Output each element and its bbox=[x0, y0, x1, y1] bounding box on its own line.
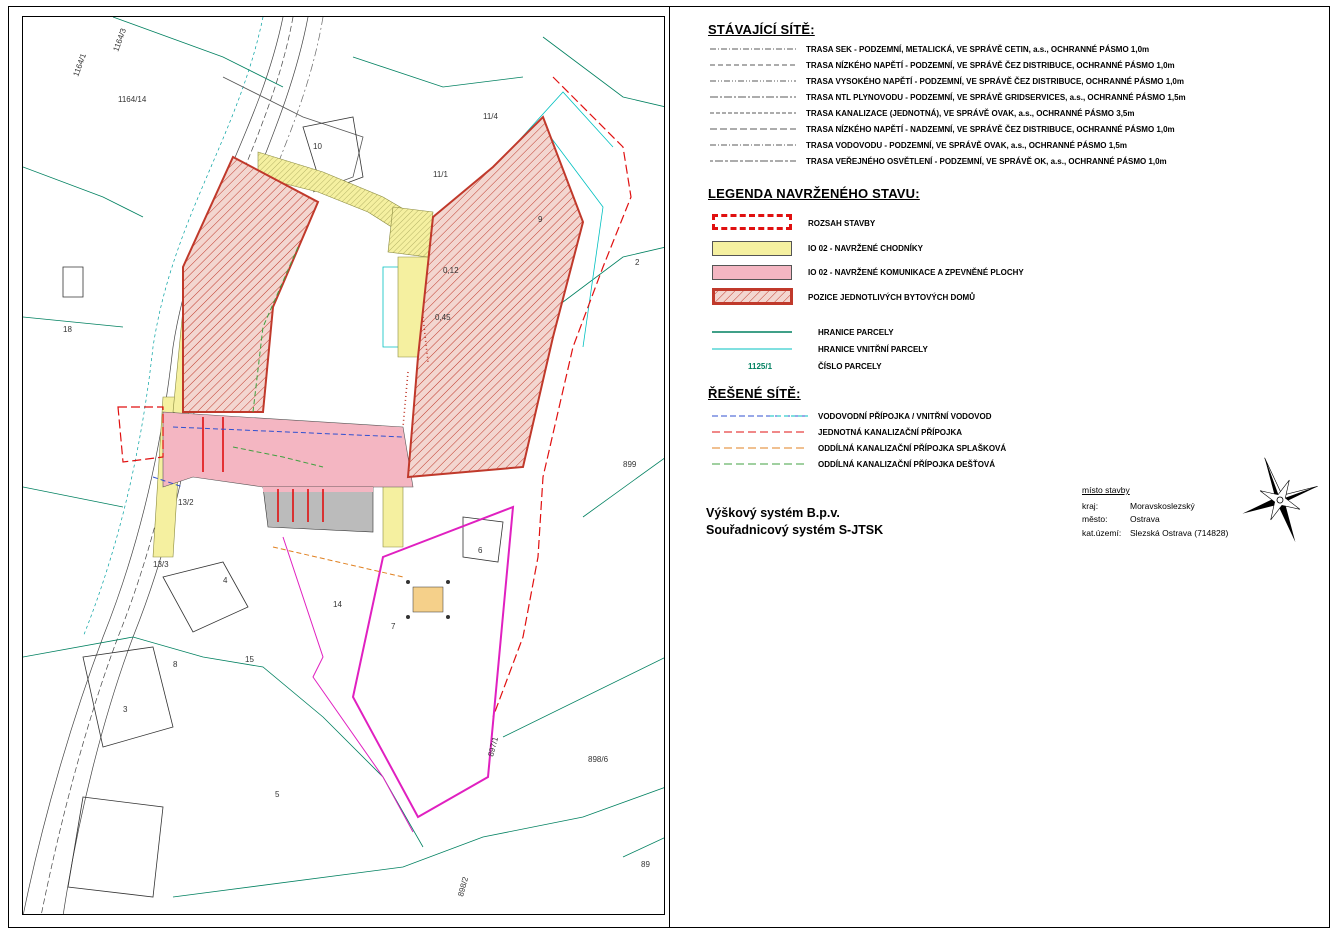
playground bbox=[406, 580, 450, 619]
svg-text:9: 9 bbox=[538, 215, 543, 224]
height-system: Výškový systém B.p.v. bbox=[706, 506, 840, 520]
location-mesto-value: Ostrava bbox=[1130, 514, 1160, 524]
svg-text:898/2: 898/2 bbox=[456, 875, 471, 898]
north-arrow-icon bbox=[1238, 452, 1322, 548]
existing-item-2: TRASA VYSOKÉHO NAPĚTÍ - PODZEMNÍ, VE SPRÁVĚ ČEZ DISTRIBUCE, OCHRANNÉ PÁSMO 1,0m bbox=[806, 77, 1184, 86]
svg-text:13/2: 13/2 bbox=[178, 498, 194, 507]
sheet-divider bbox=[669, 6, 670, 928]
swatch-houses bbox=[712, 288, 794, 306]
coordinate-system: Souřadnicový systém S-JTSK bbox=[706, 523, 884, 537]
solved-line-samples bbox=[710, 410, 810, 474]
proposed-item-2: IO 02 - NAVRŽENÉ KOMUNIKACE A ZPEVNĚNÉ PLOCHY bbox=[808, 268, 1024, 277]
existing-item-3: TRASA NTL PLYNOVODU - PODZEMNÍ, VE SPRÁVĚ GRIDSERVICES, a.s., OCHRANNÉ PÁSMO 1,5m bbox=[806, 93, 1186, 102]
existing-line-samples bbox=[708, 44, 798, 174]
svg-text:5: 5 bbox=[275, 790, 280, 799]
svg-text:1164/3: 1164/3 bbox=[111, 27, 129, 53]
svg-text:89: 89 bbox=[641, 860, 650, 869]
proposed-item-5: HRANICE VNITŘNÍ PARCELY bbox=[818, 345, 928, 354]
svg-text:1164/1: 1164/1 bbox=[71, 52, 89, 78]
svg-text:14: 14 bbox=[333, 600, 342, 609]
solved-item-1: JEDNOTNÁ KANALIZAČNÍ PŘÍPOJKA bbox=[818, 428, 963, 437]
solved-item-2: ODDÍLNÁ KANALIZAČNÍ PŘÍPOJKA SPLAŠKOVÁ bbox=[818, 444, 1007, 453]
location-mesto-key: město: bbox=[1082, 514, 1108, 524]
house-a bbox=[183, 157, 318, 412]
svg-text:13/3: 13/3 bbox=[153, 560, 169, 569]
svg-text:0,45: 0,45 bbox=[435, 313, 451, 322]
svg-text:7: 7 bbox=[391, 622, 396, 631]
proposed-item-0: ROZSAH STAVBY bbox=[808, 219, 876, 228]
solved-item-0: VODOVODNÍ PŘÍPOJKA / VNITŘNÍ VODOVOD bbox=[818, 412, 992, 421]
location-kraj-value: Moravskoslezský bbox=[1130, 501, 1195, 511]
location-kraj-key: kraj: bbox=[1082, 501, 1099, 511]
existing-item-0: TRASA SEK - PODZEMNÍ, METALICKÁ, VE SPRÁVĚ CETIN, a.s., OCHRANNÉ PÁSMO 1,0m bbox=[806, 45, 1150, 54]
svg-text:3: 3 bbox=[123, 705, 128, 714]
solved-item-3: ODDÍLNÁ KANALIZAČNÍ PŘÍPOJKA DEŠŤOVÁ bbox=[818, 460, 996, 469]
site-plan-map[interactable] bbox=[22, 16, 665, 915]
proposed-item-1: IO 02 - NAVRŽENÉ CHODNÍKY bbox=[808, 244, 923, 253]
proposed-item-4: HRANICE PARCELY bbox=[818, 328, 894, 337]
proposed-roads bbox=[163, 412, 413, 532]
svg-text:8: 8 bbox=[173, 660, 178, 669]
existing-item-1: TRASA NÍZKÉHO NAPĚTÍ - PODZEMNÍ, VE SPRÁVĚ ČEZ DISTRIBUCE, OCHRANNÉ PÁSMO 1,0m bbox=[806, 61, 1175, 70]
svg-text:11/1: 11/1 bbox=[433, 170, 448, 179]
location-uzemi-key: kat.území: bbox=[1082, 528, 1122, 538]
proposed-item-3: POZICE JEDNOTLIVÝCH BYTOVÝCH DOMŮ bbox=[808, 293, 975, 302]
existing-item-7: TRASA VEŘEJNÉHO OSVĚTLENÍ - PODZEMNÍ, VE SPRÁVĚ OK, a.s., OCHRANNÉ PÁSMO 1,0m bbox=[806, 157, 1167, 166]
svg-text:897/1: 897/1 bbox=[486, 735, 501, 758]
existing-item-6: TRASA VODOVODU - PODZEMNÍ, VE SPRÁVĚ OVAK, a.s., OCHRANNÉ PÁSMO 1,5m bbox=[806, 141, 1127, 150]
svg-text:6: 6 bbox=[478, 546, 483, 555]
proposed-item-6: ČÍSLO PARCELY bbox=[818, 362, 882, 371]
svg-text:18: 18 bbox=[63, 325, 72, 334]
svg-text:11/4: 11/4 bbox=[483, 112, 498, 121]
parcel-number-sample: 1125/1 bbox=[748, 362, 773, 371]
existing-item-4: TRASA KANALIZACE (JEDNOTNÁ), VE SPRÁVĚ OVAK, a.s., OCHRANNÉ PÁSMO 3,5m bbox=[806, 109, 1135, 118]
solved-networks-title: ŘEŠENÉ SÍTĚ: bbox=[708, 386, 801, 401]
svg-text:0,12: 0,12 bbox=[443, 266, 459, 275]
location-title: místo stavby bbox=[1082, 485, 1130, 495]
proposed-legend-title: LEGENDA NAVRŽENÉHO STAVU: bbox=[708, 186, 920, 201]
swatch-scope bbox=[712, 214, 792, 230]
svg-text:10: 10 bbox=[313, 142, 322, 151]
site-plan-svg bbox=[23, 17, 665, 915]
svg-text:898/6: 898/6 bbox=[588, 755, 609, 764]
svg-text:899: 899 bbox=[623, 460, 637, 469]
svg-text:1164/14: 1164/14 bbox=[118, 95, 147, 104]
sewer-line bbox=[273, 547, 403, 577]
existing-networks-title: STÁVAJÍCÍ SÍTĚ: bbox=[708, 22, 815, 37]
swatch-walkways bbox=[712, 241, 792, 256]
svg-text:4: 4 bbox=[223, 576, 228, 585]
existing-item-5: TRASA NÍZKÉHO NAPĚTÍ - NADZEMNÍ, VE SPRÁVĚ ČEZ DISTRIBUCE, OCHRANNÉ PÁSMO 1,0m bbox=[806, 125, 1175, 134]
svg-text:2: 2 bbox=[635, 258, 640, 267]
swatch-boundaries bbox=[712, 326, 794, 356]
swatch-roads bbox=[712, 265, 792, 280]
location-uzemi-value: Slezská Ostrava (714828) bbox=[1130, 528, 1229, 538]
svg-text:15: 15 bbox=[245, 655, 254, 664]
magenta-boundary bbox=[283, 507, 513, 832]
